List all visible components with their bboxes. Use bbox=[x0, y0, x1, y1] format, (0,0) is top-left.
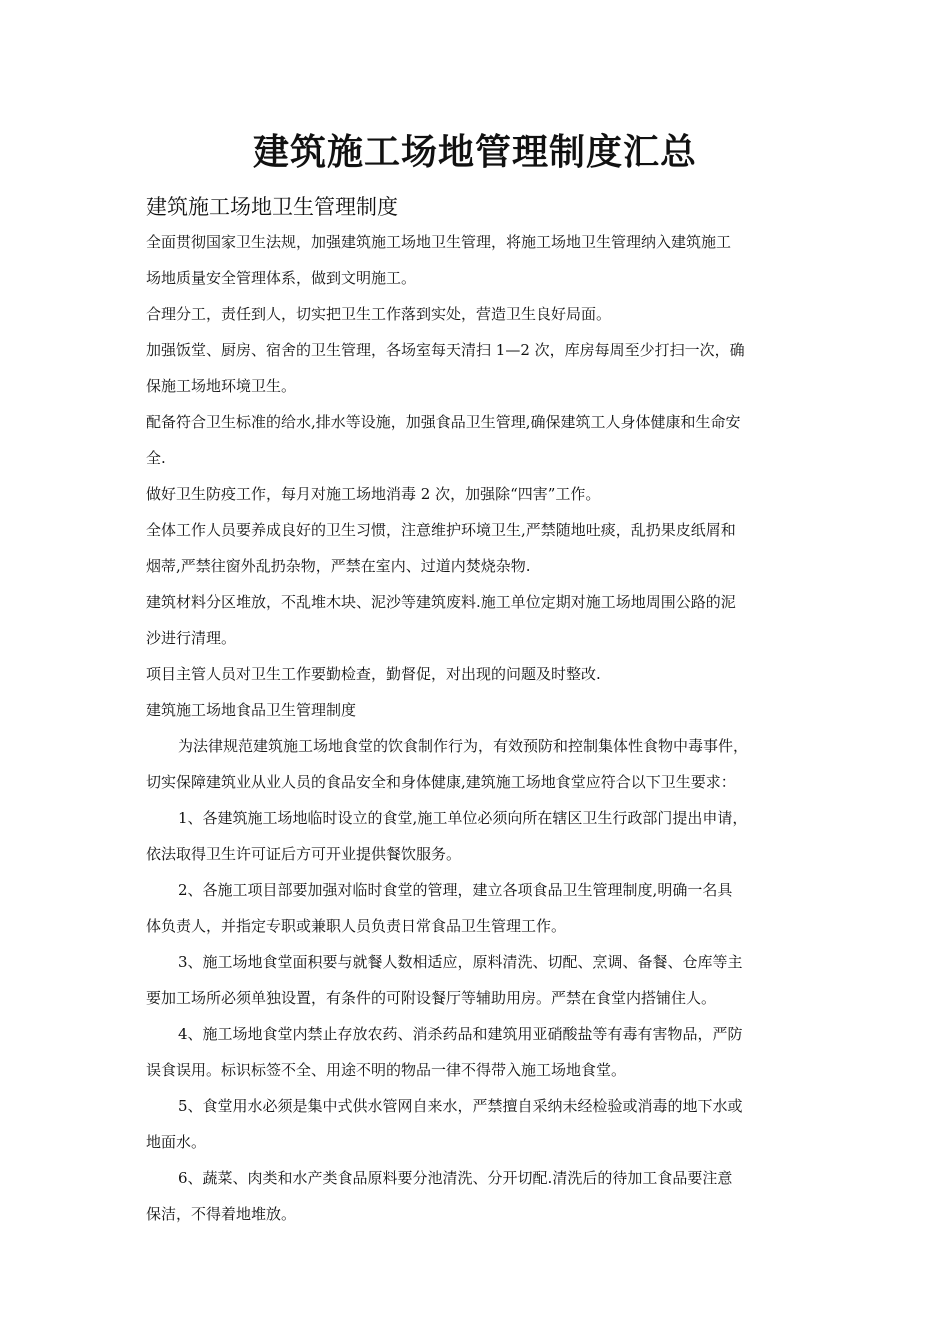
list-item-line: 依法取得卫生许可证后方可开业提供餐饮服务。 bbox=[146, 845, 462, 863]
document-title: 建筑施工场地管理制度汇总 bbox=[252, 131, 697, 173]
paragraph-line: 配备符合卫生标准的给水,排水等设施，加强食品卫生管理,确保建筑工人身体健康和生命安 bbox=[146, 413, 741, 431]
paragraph-line: 建筑材料分区堆放，不乱堆木块、泥沙等建筑废料.施工单位定期对施工场地周围公路的泥 bbox=[146, 593, 736, 611]
paragraph-line: 烟蒂,严禁往窗外乱扔杂物，严禁在室内、过道内焚烧杂物. bbox=[146, 557, 531, 575]
list-item-line: 1、各建筑施工场地临时设立的食堂,施工单位必须向所在辖区卫生行政部门提出申请， bbox=[178, 809, 748, 827]
paragraph-line: 合理分工，责任到人，切实把卫生工作落到实处，营造卫生良好局面。 bbox=[146, 305, 612, 323]
paragraph-line: 保施工场地环境卫生。 bbox=[146, 377, 297, 395]
paragraph-line: 全体工作人员要养成良好的卫生习惯，注意维护环境卫生,严禁随地吐痰，乱扔果皮纸屑和 bbox=[146, 521, 736, 539]
paragraph-line: 全面贯彻国家卫生法规，加强建筑施工场地卫生管理，将施工场地卫生管理纳入建筑施工 bbox=[146, 233, 732, 251]
list-item-line: 要加工场所必须单独设置，有条件的可附设餐厅等辅助用房。严禁在食堂内搭铺住人。 bbox=[146, 989, 717, 1007]
paragraph-line: 沙进行清理。 bbox=[146, 629, 237, 647]
list-item-line: 体负责人，并指定专职或兼职人员负责日常食品卫生管理工作。 bbox=[146, 917, 567, 935]
list-item-line: 6、蔬菜、肉类和水产类食品原料要分池清洗、分开切配.清洗后的待加工食品要注意 bbox=[178, 1169, 733, 1187]
paragraph-line: 切实保障建筑业从业人员的食品安全和身体健康,建筑施工场地食堂应符合以下卫生要求： bbox=[146, 773, 736, 791]
document-body bbox=[146, 224, 826, 1232]
list-item-line: 保洁，不得着地堆放。 bbox=[146, 1205, 297, 1223]
paragraph-line: 全. bbox=[146, 449, 166, 467]
list-item-line: 5、食堂用水必须是集中式供水管网自来水，严禁擅自采纳未经检验或消毒的地下水或 bbox=[178, 1097, 743, 1115]
paragraph-line: 为法律规范建筑施工场地食堂的饮食制作行为，有效预防和控制集体性食物中毒事件， bbox=[178, 737, 749, 755]
list-item-line: 2、各施工项目部要加强对临时食堂的管理，建立各项食品卫生管理制度,明确一名具 bbox=[178, 881, 733, 899]
list-item-line: 4、施工场地食堂内禁止存放农药、消杀药品和建筑用亚硝酸盐等有毒有害物品，严防 bbox=[178, 1025, 743, 1043]
paragraph-line: 加强饭堂、厨房、宿舍的卫生管理，各场室每天清扫 1—2 次，库房每周至少打扫一次，确 bbox=[146, 341, 745, 359]
paragraph-line: 场地质量安全管理体系，做到文明施工。 bbox=[146, 269, 417, 287]
section2-heading: 建筑施工场地食品卫生管理制度 bbox=[146, 701, 357, 719]
paragraph-line: 做好卫生防疫工作，每月对施工场地消毒 2 次，加强除“四害”工作。 bbox=[146, 485, 601, 503]
list-item-line: 误食误用。标识标签不全、用途不明的物品一律不得带入施工场地食堂。 bbox=[146, 1061, 627, 1079]
section1-heading: 建筑施工场地卫生管理制度 bbox=[146, 195, 398, 219]
paragraph-line: 项目主管人员对卫生工作要勤检查，勤督促，对出现的问题及时整改. bbox=[146, 665, 601, 683]
list-item-line: 3、施工场地食堂面积要与就餐人数相适应，原料清洗、切配、烹调、备餐、仓库等主 bbox=[178, 953, 743, 971]
list-item-line: 地面水。 bbox=[146, 1133, 207, 1151]
